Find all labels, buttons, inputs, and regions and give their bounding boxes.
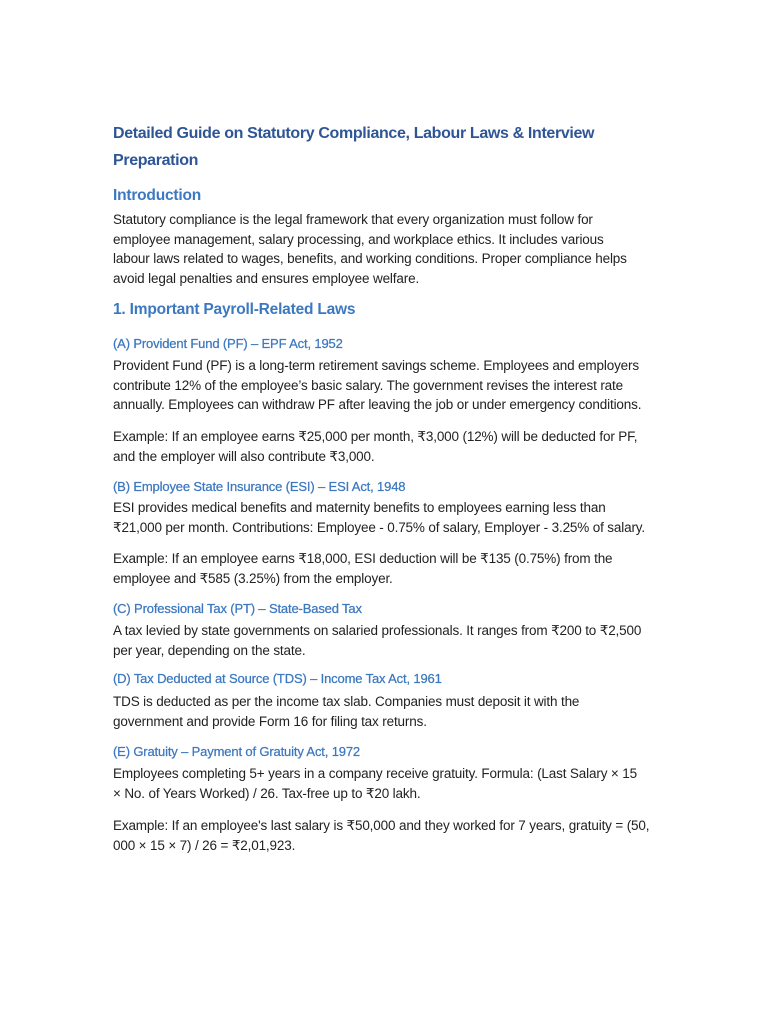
paragraph-line: Example: If an employee's last salary is ₹50,000 and they worked for 7 years, gratuity = (50, <box>113 818 650 833</box>
example-paragraph-gratuity <box>113 816 649 855</box>
law-heading-pt: (C) Professional Tax (PT) – State-Based Tax <box>113 601 362 616</box>
title-line: Preparation <box>113 152 199 169</box>
law-heading-pf: (A) Provident Fund (PF) – EPF Act, 1952 <box>113 336 343 351</box>
paragraph-line: per year, depending on the state. <box>113 642 306 658</box>
title-line: Detailed Guide on Statutory Compliance, Labour Laws & Interview <box>113 125 595 142</box>
paragraph-line: × No. of Years Worked) / 26. Tax-free up to ₹20 lakh. <box>113 785 421 801</box>
paragraph-line: Example: If an employee earns ₹25,000 per month, ₹3,000 (12%) will be deducted for PF, <box>113 429 638 444</box>
introduction-heading: Introduction <box>113 187 201 204</box>
paragraph-line: ESI provides medical benefits and maternity benefits to employees earning less than <box>113 500 606 515</box>
law-heading-esi: (B) Employee State Insurance (ESI) – ESI Act, 1948 <box>113 479 406 494</box>
paragraph-line: contribute 12% of the employee’s basic salary. The government revises the interest rate <box>113 377 623 393</box>
paragraph-line: ₹21,000 per month. Contributions: Employee - 0.75% of salary, Employer - 3.25% of salary. <box>113 519 646 535</box>
paragraph-line: employee and ₹585 (3.25%) from the employer. <box>113 570 393 586</box>
paragraph-line: Provident Fund (PF) is a long-term retirement savings scheme. Employees and employers <box>113 358 639 373</box>
introduction-paragraph <box>113 210 627 288</box>
law-paragraph-gratuity <box>113 764 637 803</box>
law-paragraph-tds <box>113 692 579 731</box>
paragraph-line: A tax levied by state governments on salaried professionals. It ranges from ₹200 to ₹2,500 <box>113 623 642 638</box>
paragraph-line: labour laws related to wages, benefits, and working conditions. Proper compliance helps <box>113 251 627 266</box>
paragraph-line: Employees completing 5+ years in a company receive gratuity. Formula: (Last Salary × 15 <box>113 766 637 781</box>
paragraph-line: avoid legal penalties and ensures employee welfare. <box>113 270 420 286</box>
paragraph-line: TDS is deducted as per the income tax slab. Companies must deposit it with the <box>113 694 580 709</box>
section-heading: 1. Important Payroll-Related Laws <box>113 301 356 318</box>
example-paragraph-esi <box>113 549 612 588</box>
law-paragraph-pf <box>113 356 641 415</box>
paragraph-line: government and provide Form 16 for filing tax returns. <box>113 713 427 729</box>
law-paragraph-esi <box>113 498 645 537</box>
law-heading-tds: (D) Tax Deducted at Source (TDS) – Income Tax Act, 1961 <box>113 671 442 686</box>
paragraph-line: 000 × 15 × 7) / 26 = ₹2,01,923. <box>113 837 296 853</box>
document-title <box>113 120 594 174</box>
paragraph-line: employee management, salary processing, and workplace ethics. It includes various <box>113 231 604 247</box>
paragraph-line: Statutory compliance is the legal framework that every organization must follow for <box>113 212 593 227</box>
example-paragraph-pf <box>113 427 637 466</box>
paragraph-line: annually. Employees can withdraw PF after leaving the job or under emergency conditions. <box>113 397 642 412</box>
law-heading-gratuity: (E) Gratuity – Payment of Gratuity Act, 1972 <box>113 744 361 759</box>
paragraph-line: Example: If an employee earns ₹18,000, ESI deduction will be ₹135 (0.75%) from the <box>113 551 613 566</box>
law-paragraph-pt <box>113 621 641 660</box>
paragraph-line: and the employer will also contribute ₹3,000. <box>113 448 375 464</box>
